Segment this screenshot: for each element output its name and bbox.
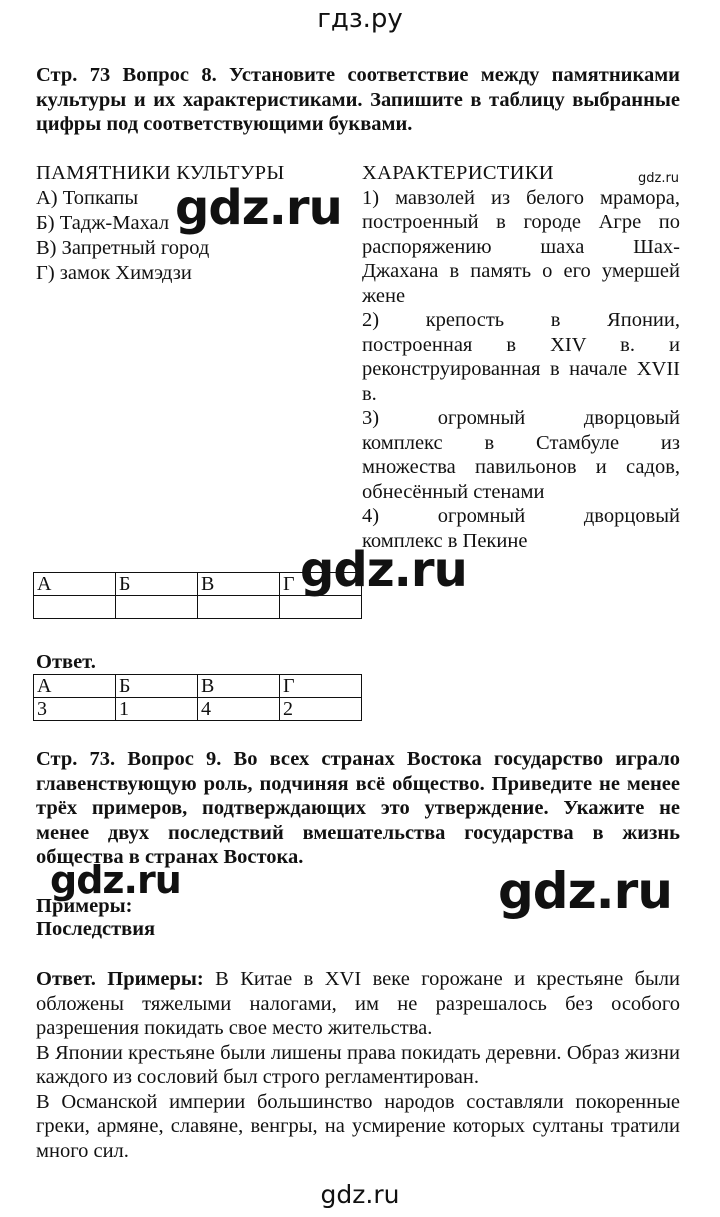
- answer-paragraph: [36, 967, 680, 1041]
- characteristic-line: распоряжению шаха Шах-: [362, 235, 680, 258]
- table-cell-answer: 3: [34, 698, 116, 721]
- watermark-logo: gdz.ru: [50, 858, 181, 902]
- table-header-cell: А: [34, 573, 116, 596]
- answer-paragraph: В Японии крестьяне были лишены права покидать деревни. Образ жизни каждого из сословий был строго регламентирован.: [36, 1041, 680, 1088]
- table-cell-empty: [280, 596, 362, 619]
- table-header-cell: Г: [280, 675, 362, 698]
- question-8-text: Установите соответствие между памятниками культуры и их характеристиками. Запишите в таблицу выбранные цифры под соответствующими буквами.: [36, 64, 680, 135]
- characteristic-line: реконструированная в начале XVII: [362, 358, 680, 380]
- question-9-text: Во всех странах Востока государство играло главенствующую роль, подчиняя всё общество. Приведите не менее трёх примеров, подтверждающих это утверждение. Укажите не менее двух последствий вмешательства государства в жизнь общества в странах Востока.: [36, 748, 680, 868]
- characteristic-line: построенный в городе Агре по: [362, 211, 680, 233]
- table-cell-answer: 1: [116, 698, 198, 721]
- table-row: [34, 596, 362, 619]
- question-8: [36, 63, 680, 137]
- table-header-cell: Г: [280, 573, 362, 596]
- table-cell-empty: [116, 596, 198, 619]
- answer-paragraph: В Османской империи большинство народов составляли покоренные греки, армяне, славяне, венгры, на усмирение которых султаны тратили много сил.: [36, 1090, 680, 1162]
- characteristic-line: множества павильонов и садов,: [362, 456, 680, 478]
- characteristic-line: Джахана в память о его умершей: [362, 260, 680, 282]
- table-cell-empty: [34, 596, 116, 619]
- answer-prefix: Ответ. Примеры:: [36, 968, 204, 990]
- characteristic-line: комплекс в Стамбуле из: [362, 431, 680, 454]
- table-cell-answer: 2: [280, 698, 362, 721]
- watermark-logo: gdz.ru: [300, 542, 467, 598]
- monument-item: Б) Тадж-Махал: [36, 212, 170, 234]
- characteristic-line: жене: [362, 284, 406, 307]
- characteristic-line: комплекс в Пекине: [362, 529, 528, 552]
- table-header-cell: В: [198, 675, 280, 698]
- monument-item: В) Запретный город: [36, 237, 210, 259]
- table-cell-empty: [198, 596, 280, 619]
- table-cell-answer: 4: [198, 698, 280, 721]
- monument-item: Г) замок Химэдзи: [36, 262, 192, 284]
- characteristics-title: ХАРАКТЕРИСТИКИ: [362, 162, 554, 184]
- answer-paragraph-text: В Китае в XVI веке горожане и крестьяне были обложены тяжелыми налогами, им не разрешалось без особого разрешения покидать свое место жительства.: [36, 968, 680, 1039]
- monuments-title: ПАМЯТНИКИ КУЛЬТУРЫ: [36, 162, 285, 184]
- table-header-cell: Б: [116, 675, 198, 698]
- characteristic-line: построенная в XIV в. и: [362, 333, 680, 356]
- watermark-small: gdz.ru: [638, 171, 680, 186]
- monument-item: А) Топкапы: [36, 187, 139, 209]
- characteristic-line: 2) крепость в Японии,: [362, 309, 680, 331]
- question-8-number: Стр. 73 Вопрос 8.: [36, 64, 217, 86]
- site-header-title: гдз.ру: [317, 4, 403, 34]
- question-9-answer: [36, 967, 680, 1163]
- answer-table: [33, 674, 362, 721]
- characteristic-line: в.: [362, 382, 377, 405]
- characteristic-line: 4) огромный дворцовый: [362, 505, 680, 527]
- watermark-logo: gdz.ru: [498, 862, 672, 920]
- table-header-cell: А: [34, 675, 116, 698]
- characteristics-column: [362, 161, 680, 553]
- table-header-row: [34, 675, 362, 698]
- site-footer-title: gdz.ru: [320, 1180, 400, 1209]
- table-header-cell: В: [198, 573, 280, 596]
- table-header-cell: Б: [116, 573, 198, 596]
- table-row: [34, 698, 362, 721]
- characteristic-line: 1) мавзолей из белого мрамора,: [362, 186, 680, 209]
- answer-label: Ответ.: [36, 651, 96, 673]
- watermark-logo: gdz.ru: [175, 180, 342, 236]
- characteristic-line: 3) огромный дворцовый: [362, 407, 680, 429]
- characteristic-line: обнесённый стенами: [362, 480, 545, 503]
- question-9: [36, 747, 680, 870]
- question-9-number: Стр. 73. Вопрос 9.: [36, 748, 222, 770]
- consequences-label: Последствия: [36, 918, 156, 940]
- examples-label: Примеры:: [36, 895, 133, 917]
